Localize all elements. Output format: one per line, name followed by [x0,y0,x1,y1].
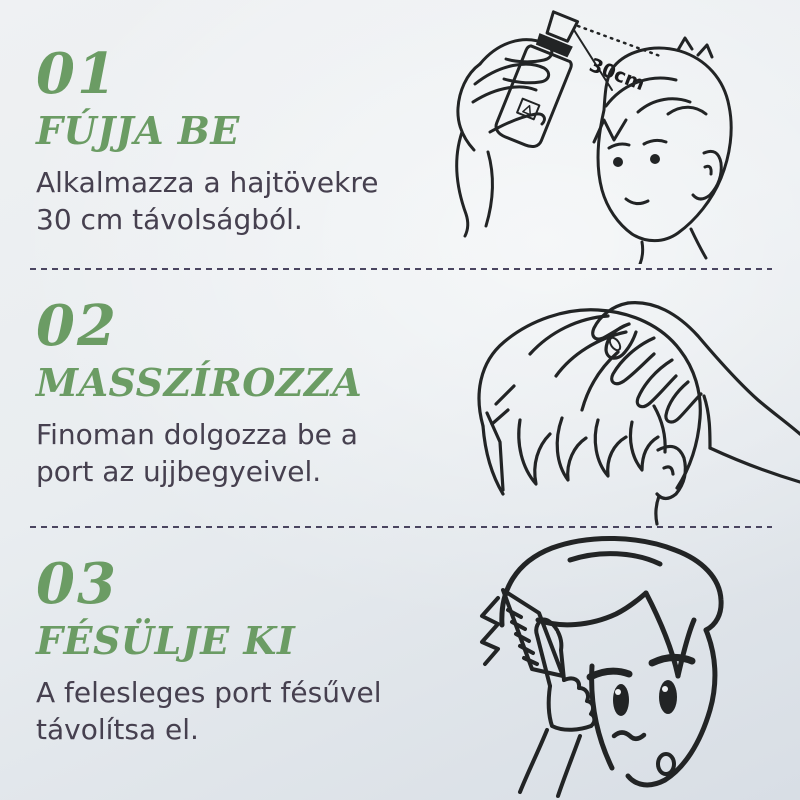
step-1-number: 01 [36,41,118,107]
distance-label: 30cm [586,54,648,96]
comb-hair-drawing [440,530,800,800]
step-1-description-line2: 30 cm távolságból. [36,203,303,236]
scalp-massage-drawing [458,288,800,530]
massage-illustration [458,288,800,530]
comb-illustration [440,530,800,800]
step-1-text-block [36,41,456,238]
step-2-description-line2: port az ujjbegyeivel. [36,455,322,488]
step-1-description [36,164,456,238]
step-3-title: FÉSÜLJE KI [36,618,296,663]
step-2-title: MASSZÍROZZA [36,360,363,405]
step-3-text-block [36,551,456,748]
step-1-description-line1: Alkalmazza a hajtövekre [36,166,379,199]
spray-bottle-head-drawing [428,2,800,264]
step-3-description-line1: A felesleges port fésűvel [36,676,382,709]
step-1-title: FÚJJA BE [36,108,240,153]
dashed-divider-2 [30,526,772,528]
dashed-divider-1 [30,268,772,270]
step-3-description [36,674,456,748]
step-3-description-line2: távolítsa el. [36,713,199,746]
step-2-description-line1: Finoman dolgozza be a [36,418,358,451]
step-2-number: 02 [36,293,118,359]
step-3-number: 03 [36,551,118,617]
spray-illustration [428,2,800,264]
step-2-description [36,416,456,490]
step-2-text-block [36,293,456,490]
